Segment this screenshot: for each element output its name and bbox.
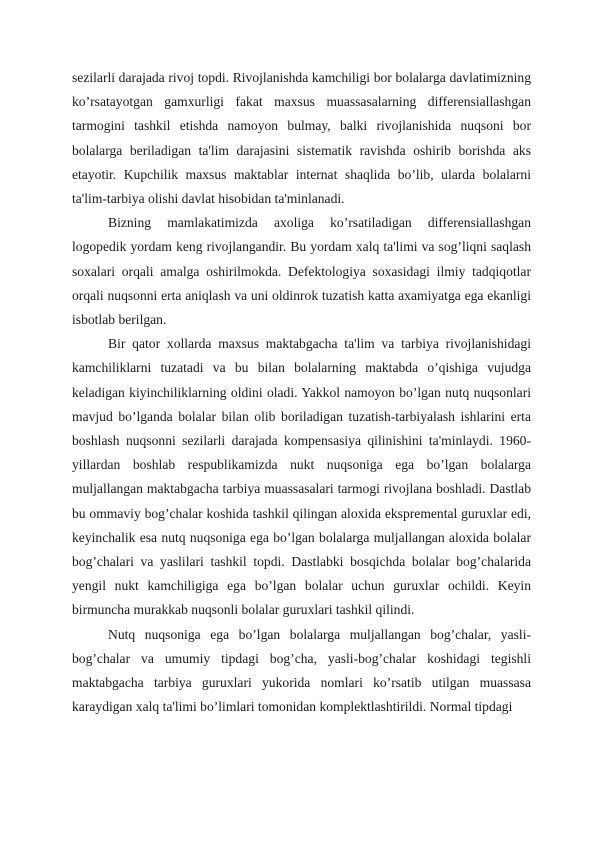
paragraph-2: Bizning mamlakatimizda axoliga ko’rsatiladigan differensiallashgan logopedik yordam keng rivojlangandir. Bu yordam xalq ta'limi va sog’liqni saqlash soxalari orqali amalga oshirilmokda. Defektologiya soxasidagi ilmiy tadqiqotlar orqali nuqsonni erta aniqlash va uni oldinrok tuzatish katta axamiyatga ega ekanligi isbotlab berilgan. xyxy=(72,215,531,328)
paragraph-4: Nutq nuqsoniga ega bo’lgan bolalarga muljallangan bog’chalar, yasli-bog’chalar va umumiy tipdagi bog’cha, yasli-bog’chalar koshidagi tegishli maktabgacha tarbiya guruxlari yukorida nomlari ko’rsatib utilgan muassasa karaydigan xalq ta'limi bo’limlari tomonidan komplektlashtirildi. Normal tipdagi xyxy=(72,626,531,715)
paragraph-3: Bir qator xollarda maxsus maktabgacha ta'lim va tarbiya rivojlanishidagi kamchiliklarni tuzatadi va bu bilan bolalarning maktabda o’qishiga vujudga keladigan kiyinchiliklarning oldini oladi. Yakkol namoyon bo’lgan nutq nuqsonlari mavjud bo’lganda bolalar bilan olib boriladigan tuzatish-tarbiyalash ishlarini erta boshlash nuqsonni sezilarli darajada kompensasiya qilinishini ta'minlaydi. 1960-yillardan boshlab respublikamizda nukt nuqsoniga ega bo’lgan bolalarga muljallangan maktabgacha tarbiya muassasalari tarmogi rivojlana boshladi. Dastlab bu ommaviy bog’chalar koshida tashkil qilingan aloxida ekspremental guruxlar edi, keyinchalik esa nutq nuqsoniga ega bo’lgan bolalarga muljallangan aloxida bolalar bog’chalari va yaslilari tashkil topdi. Dastlabki bosqichda bolalar bog’chalarida yengil nukt kamchiligiga ega bo’lgan bolalar uchun guruxlar ochildi. Keyin birmuncha murakkab nuqsonli bolalar guruxlari tashkil qilindi. xyxy=(72,336,531,618)
document-page xyxy=(72,66,531,719)
paragraph-1: sezilarli darajada rivoj topdi. Rivojlanishda kamchiligi bor bolalarga davlatimizning ko’rsatayotgan gamxurligi fakat maxsus muassasalarning differensiallashgan tarmogini tashkil etishda namoyon bulmay, balki rivojlanishida nuqsoni bor bolalarga beriladigan ta'lim darajasini sistematik ravishda oshirib borishda aks etayotir. Kupchilik maxsus maktablar internat shaqlida bo’lib, ularda bolalarni ta'lim-tarbiya olishi davlat hisobidan ta'minlanadi. xyxy=(72,70,531,207)
